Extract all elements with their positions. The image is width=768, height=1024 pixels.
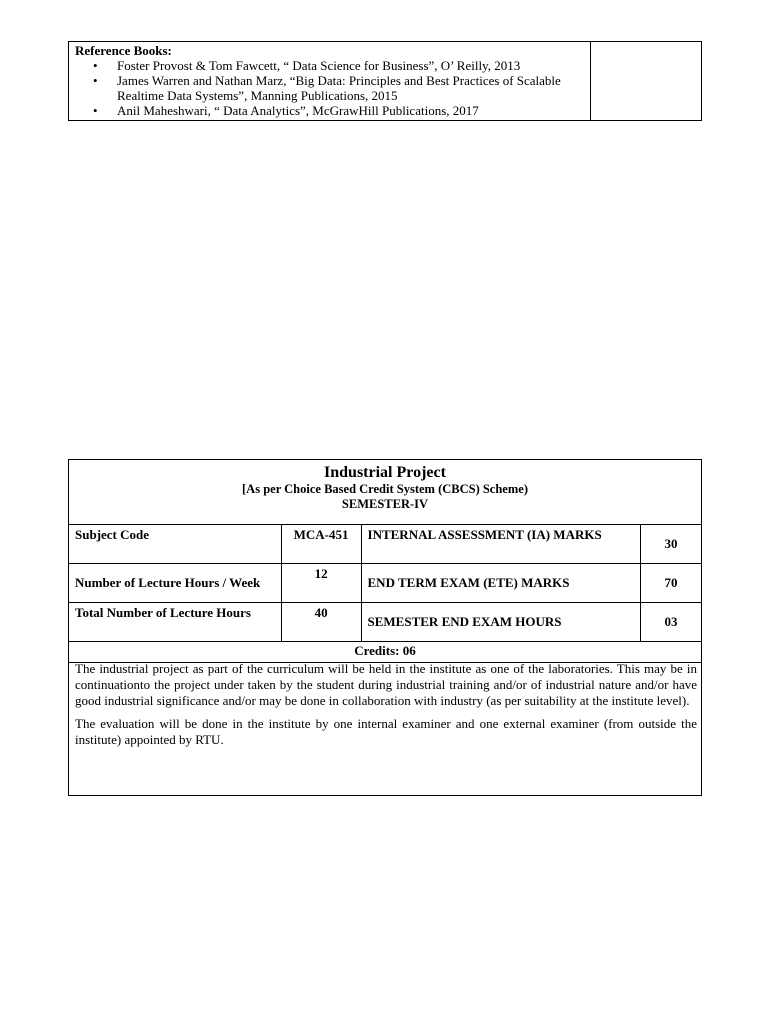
reference-book-item: • Anil Maheshwari, “ Data Analytics”, McGrawHill Publications, 2017 bbox=[75, 103, 584, 118]
reference-books-empty-cell bbox=[591, 42, 701, 120]
subject-code-label: Subject Code bbox=[69, 525, 282, 564]
reference-books-box bbox=[68, 41, 702, 121]
subject-code-value: MCA-451 bbox=[281, 525, 361, 564]
reference-book-item: • James Warren and Nathan Marz, “Big Data: Principles and Best Practices of Scalable Realtime Data Systems”, Manning Publications, 2015 bbox=[75, 73, 584, 103]
exam-hours-value: 03 bbox=[641, 603, 702, 642]
description-paragraph: The industrial project as part of the curriculum will be held in the institute as one of the laboratories. This may be in continuationto the project under taken by the student during industrial training and/or of industrial nature and/or have good industrial significance and/or may be done in collaboration with industry (as per suitability at the institute level). bbox=[75, 661, 697, 709]
table-row bbox=[69, 603, 702, 642]
project-subtitle: [As per Choice Based Credit System (CBCS) Scheme) bbox=[242, 482, 528, 496]
credits-cell: Credits: 06 bbox=[69, 642, 702, 663]
table-row bbox=[69, 525, 702, 564]
project-semester: SEMESTER-IV bbox=[341, 497, 429, 511]
lecture-hours-week-value: 12 bbox=[281, 564, 361, 603]
reference-books-list bbox=[75, 58, 584, 118]
industrial-project-box bbox=[68, 459, 702, 796]
exam-hours-label: SEMESTER END EXAM HOURS bbox=[361, 603, 641, 642]
total-lecture-hours-value: 40 bbox=[281, 603, 361, 642]
ete-marks-label: END TERM EXAM (ETE) MARKS bbox=[361, 564, 641, 603]
reference-books-cell bbox=[69, 42, 591, 120]
ia-marks-label: INTERNAL ASSESSMENT (IA) MARKS bbox=[361, 525, 641, 564]
lecture-hours-week-label: Number of Lecture Hours / Week bbox=[69, 564, 282, 603]
table-row bbox=[69, 642, 702, 663]
reference-books-heading: Reference Books: bbox=[75, 43, 172, 58]
total-lecture-hours-label: Total Number of Lecture Hours bbox=[69, 603, 282, 642]
project-description bbox=[75, 661, 697, 754]
ete-marks-value: 70 bbox=[641, 564, 702, 603]
description-paragraph: The evaluation will be done in the institute by one internal examiner and one external examiner (from outside the institute) appointed by RTU. bbox=[75, 715, 697, 747]
reference-book-item: • Foster Provost & Tom Fawcett, “ Data Science for Business”, O’ Reilly, 2013 bbox=[75, 58, 584, 73]
table-row bbox=[69, 564, 702, 603]
project-title: Industrial Project bbox=[324, 464, 446, 481]
course-info-table bbox=[68, 524, 702, 663]
ia-marks-value: 30 bbox=[641, 525, 702, 564]
